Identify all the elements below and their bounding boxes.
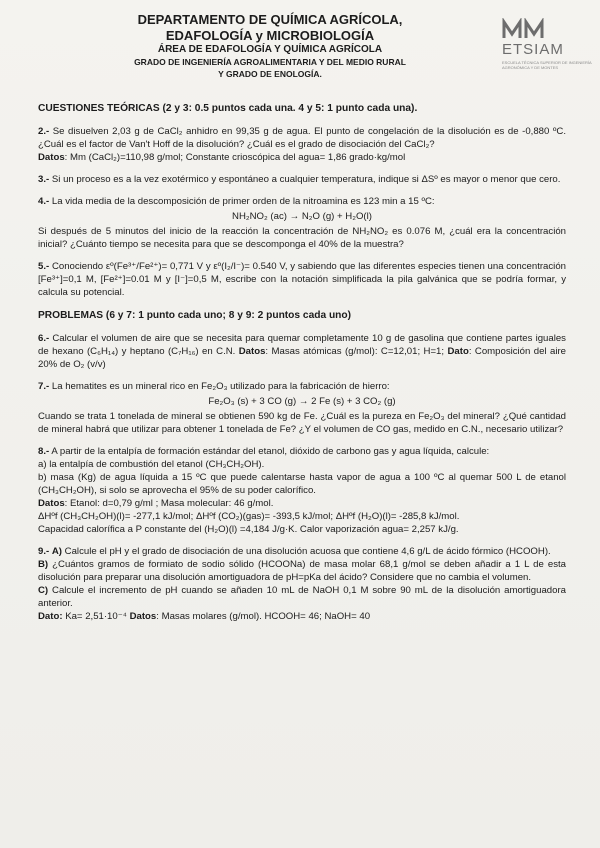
q8-heat-data: Capacidad calorífica a P constante del (H₂O)(l) =4,184 J/g·K. Calor vaporización agua= 2,257 kJ/g.	[38, 524, 459, 535]
header-line-1: DEPARTAMENTO DE QUÍMICA AGRÍCOLA,	[137, 12, 403, 27]
q8-enthalpies: ΔHºf (CH₃CH₂OH)(l)= -277,1 kJ/mol; ΔHºf (CO₂)(gas)= -393,5 kJ/mol; ΔHºf (H₂O)(l)= -285,8 kJ/mol.	[38, 511, 460, 522]
q7-text-2: Cuando se trata 1 tonelada de mineral se obtienen 590 kg de Fe. ¿Cuál es la pureza en Fe₂O₃ del mineral? ¿Qué cantidad de mineral habrá que utilizar para obtener 1 tonelada de Fe? ¿Y el volumen de CO gas, medido en C.N., necesario utilizar?	[38, 411, 566, 435]
header-line-4: GRADO DE INGENIERÍA AGROALIMENTARIA Y DEL MEDIO RURAL	[134, 57, 406, 67]
q3-text: Si un proceso es a la vez exotérmico y espontáneo a cualquier temperatura, indique si ΔSº es mayor o menor que cero.	[51, 174, 561, 185]
q8-part-b: b) masa (Kg) de agua líquida a 15 ºC que puede calentarse hasta vapor de agua a 100 ºC al quemar 500 L de etanol (CH₃CH₂OH), si solo se aprovecha el 95% de su poder calorífico.	[38, 472, 566, 496]
question-5	[38, 260, 566, 299]
q7-text: La hematites es un mineral rico en Fe₂O₃ utilizado para la fabricación de hierro:	[51, 381, 390, 392]
q8-data: : Etanol: d=0,79 g/ml ; Masa molecular: 46 g/mol.	[64, 498, 274, 509]
q2-text: Se disuelven 2,03 g de CaCl₂ anhidro en 99,35 g de agua. El punto de congelación de la disolución es de -0,880 ºC. ¿Cuál es el factor de Van't Hoff de la disolución? ¿Cuál es el grado de disociación del CaCl₂?	[38, 126, 566, 150]
theory-section-title: CUESTIONES TEÓRICAS (2 y 3: 0.5 puntos cada una. 4 y 5: 1 punto cada una).	[38, 103, 418, 114]
q6-data-label-2: Dato	[447, 346, 469, 357]
etsiam-logo	[502, 18, 592, 80]
q9-data: Ka= 2,51·10⁻⁴	[65, 611, 127, 622]
q2-data: : Mm (CaCl₂)=110,98 g/mol; Constante crioscópica del agua= 1,86 grado·kg/mol	[64, 152, 406, 163]
q8-part-a: a) la entalpía de combustión del etanol (CH₃CH₂OH).	[38, 459, 265, 470]
question-6	[38, 332, 566, 371]
q9-part-a: Calcule el pH y el grado de disociación de una disolución acuosa que contiene 4,6 g/L de ácido fórmico (HCOOH).	[64, 546, 551, 557]
header-line-2: EDAFOLOGÍA y MICROBIOLOGÍA	[165, 28, 375, 43]
q8-number: 8.-	[38, 446, 50, 457]
q6-data-2: : Composición del aire 20% de O₂ (v/v)	[38, 346, 566, 370]
q9-data-2: : Masas molares (g/mol). HCOOH= 46; NaOH= 40	[156, 611, 371, 622]
q9-part-c: Calcule el incremento de pH cuando se añaden 10 mL de NaOH 0,1 M sobre 90 mL de la disolución amortiguadora anterior.	[38, 585, 567, 609]
q6-text: Calcular el volumen de aire que se necesita para quemar completamente 10 g de gasolina que contiene partes iguales de hexano (C₆H₁₄) y heptano (C₇H₁₆) en C.N.	[38, 333, 566, 357]
question-3	[38, 173, 566, 186]
q4-equation: NH₂NO₂ (ac) → N₂O (g) + H₂O(l)	[232, 211, 372, 222]
q7-equation: Fe₂O₃ (s) + 3 CO (g) → 2 Fe (s) + 3 CO₂ (g)	[208, 396, 396, 407]
q8-text: A partir de la entalpía de formación estándar del etanol, dióxido de carbono gas y agua líquida, calcule:	[51, 446, 490, 457]
q8-data-label: Datos	[38, 498, 65, 509]
problems-section-title: PROBLEMAS (6 y 7: 1 punto cada uno; 8 y 9: 2 puntos cada uno)	[38, 310, 352, 321]
question-2	[38, 125, 566, 164]
q9-part-b: ¿Cuántos gramos de formiato de sodio sólido (HCOONa) de masa molar 68,1 g/mol se deben añadir a 1 L de esta disolución para preparar una disolución amortiguadora de pH=pKa del ácido? Considere que no cambia el volumen.	[38, 559, 567, 583]
q9-c-label: C)	[38, 585, 49, 596]
question-4	[38, 195, 566, 251]
department-header	[60, 12, 480, 80]
q9-data-label: Dato:	[38, 611, 63, 622]
q9-number: 9.-	[38, 546, 50, 557]
q9-a-label: A)	[51, 546, 62, 557]
question-8	[38, 445, 566, 536]
q2-data-label: Datos	[38, 152, 65, 163]
logo-mark-icon	[502, 18, 554, 40]
q6-data: : Masas atómicas (g/mol): C=12,01; H=1;	[265, 346, 445, 357]
q4-number: 4.-	[38, 196, 50, 207]
question-9	[38, 545, 566, 623]
q6-data-label: Datos	[238, 346, 266, 357]
q9-b-label: B)	[38, 559, 49, 570]
q5-number: 5.-	[38, 261, 50, 272]
header-line-3: ÁREA DE EDAFOLOGÍA Y QUÍMICA AGRÍCOLA	[157, 44, 383, 55]
q9-data-label-2: Datos	[129, 611, 157, 622]
q3-number: 3.-	[38, 174, 50, 185]
header-line-5: Y GRADO DE ENOLOGÍA.	[218, 69, 322, 79]
q4-text-2: Si después de 5 minutos del inicio de la reacción la concentración de NH₂NO₂ es 0.076 M, ¿cuál era la concentración inicial? ¿Cuánto tiempo se necesita para que se descomponga el 40% de la muestra?	[38, 226, 566, 250]
q6-number: 6.-	[38, 333, 50, 344]
q7-number: 7.-	[38, 381, 50, 392]
logo-brand: ETSIAM	[502, 41, 564, 58]
logo-subtitle: ESCUELA TÉCNICA SUPERIOR DE INGENIERÍA AGRONÓMICA Y DE MONTES	[502, 60, 592, 70]
q4-text: La vida media de la descomposición de primer orden de la nitroamina es 123 min a 15 ºC:	[51, 196, 435, 207]
exam-content	[38, 102, 566, 632]
q5-text: Conociendo εº(Fe³⁺/Fe²⁺)= 0,771 V y εº(I₂/I⁻)= 0.540 V, y sabiendo que las diferentes especies tienen una concentración [Fe³⁺]=0,1 M, [Fe²⁺]=0.01 M y [I⁻]=0,5 M, escribe con la notación simplificada la pila galvánica que se podría formar, y calcula su potencial.	[38, 261, 566, 298]
question-7	[38, 380, 566, 436]
q2-number: 2.-	[38, 126, 50, 137]
